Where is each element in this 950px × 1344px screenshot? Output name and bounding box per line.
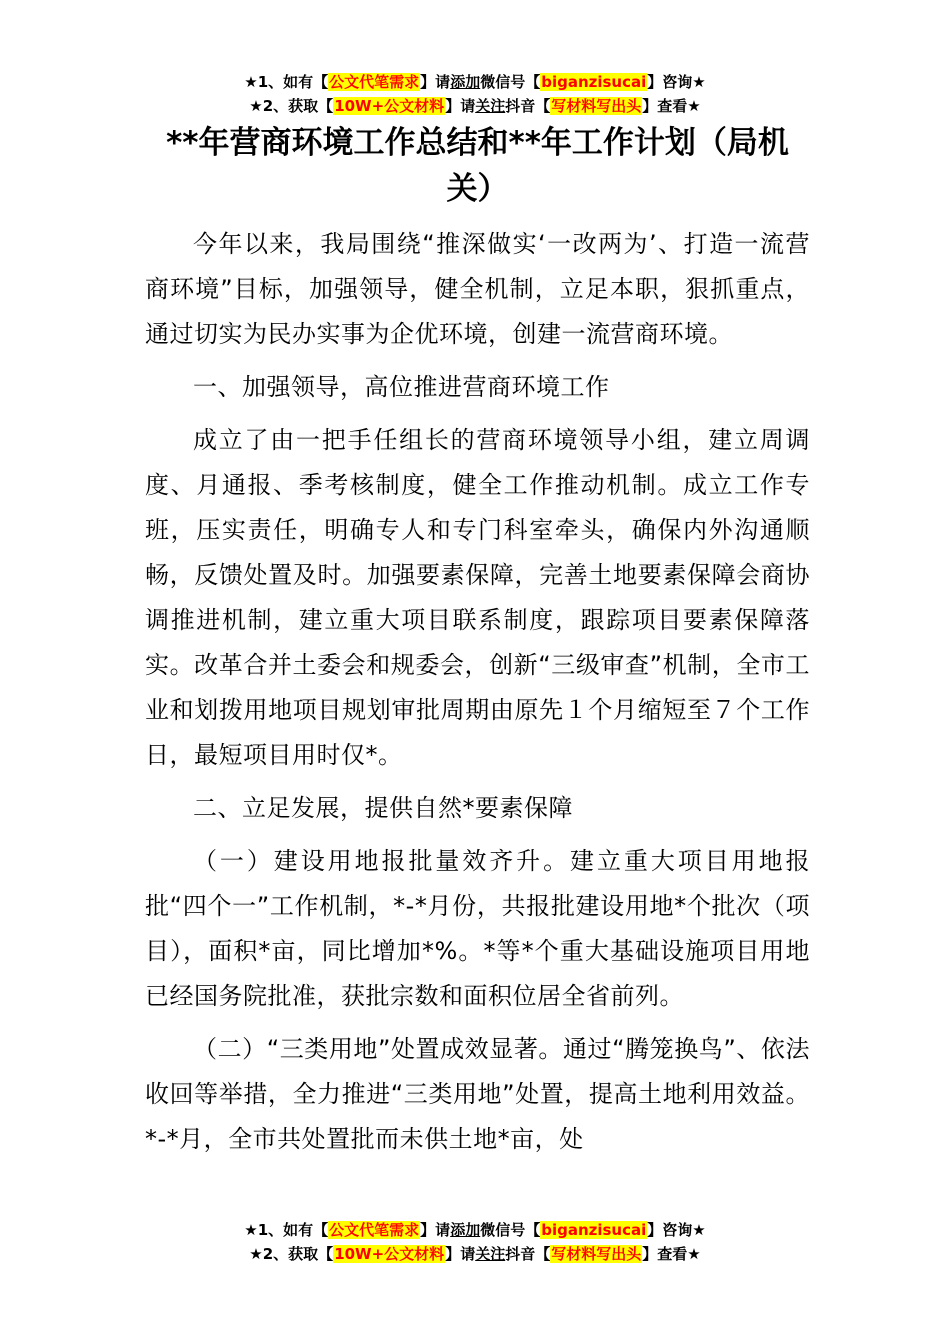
banner-text: 微信号【 — [480, 73, 541, 91]
header-banner — [0, 70, 950, 118]
banner-line-2 — [0, 1242, 950, 1266]
banner-line-1 — [0, 70, 950, 94]
banner-text: 】查看★ — [642, 97, 701, 115]
banner-highlight: 公文代笔需求 — [329, 1221, 420, 1239]
section-1-paragraph: 成立了由一把手任组长的营商环境领导小组，建立周调度、月通报、季考核制度，健全工作推动机制。成立工作专班，压实责任，明确专人和专门科室牵头，确保内外沟通顺畅，反馈处置及时。加强要素保障，完善土地要素保障会商协调推进机制，建立重大项目联系制度，跟踪项目要素保障落实。改革合并土委会和规委会，创新“三级审查”机制，全市工业和划拨用地项目规划审批周期由原先１个月缩短至７个工作日，最短项目用时仅*。 — [145, 426, 810, 769]
banner-line-1 — [0, 1218, 950, 1242]
section-1-heading: 一、加强领导，高位推进营商环境工作 — [193, 373, 610, 401]
banner-douyin-id: 写材料写出头 — [551, 97, 642, 115]
banner-underlined: 添加 — [450, 1221, 481, 1239]
banner-text: 】咨询★ — [647, 1221, 706, 1239]
intro-paragraph: 今年以来，我局围绕“推深做实‘一改两为’、打造一流营商环境”目标，加强领导，健全机制，立足本职，狠抓重点，通过切实为民办实事为企优环境，创建一流营商环境。 — [145, 230, 810, 348]
banner-text: 抖音【 — [505, 1245, 551, 1263]
banner-highlight: 10W+公文材料 — [334, 1245, 445, 1263]
banner-wechat-id: biganzisucai — [541, 1221, 647, 1239]
banner-text: 】请 — [445, 1245, 476, 1263]
banner-underlined: 关注 — [475, 1245, 506, 1263]
banner-text: 】请 — [420, 1221, 451, 1239]
footer-banner — [0, 1218, 950, 1266]
banner-douyin-id: 写材料写出头 — [551, 1245, 642, 1263]
banner-text: 微信号【 — [480, 1221, 541, 1239]
banner-underlined: 添加 — [450, 73, 481, 91]
document-body — [145, 222, 810, 1170]
banner-text: ★1、如有【 — [244, 1221, 329, 1239]
banner-text: ★1、如有【 — [244, 73, 329, 91]
section-2-heading: 二、立足发展，提供自然*要素保障 — [193, 794, 573, 822]
banner-underlined: 关注 — [475, 97, 506, 115]
banner-highlight: 10W+公文材料 — [334, 97, 445, 115]
banner-text: 】查看★ — [642, 1245, 701, 1263]
subsection-1-paragraph: （一）建设用地报批量效齐升。建立重大项目用地报批“四个一”工作机制，*-*月份，共报批建设用地*个批次（项目），面积*亩，同比增加*%。*等*个重大基础设施项目用地已经国务院批准，获批宗数和面积位居全省前列。 — [145, 847, 810, 1010]
banner-line-2 — [0, 94, 950, 118]
subsection-2-paragraph: （二）“三类用地”处置成效显著。通过“腾笼换鸟”、依法收回等举措，全力推进“三类用地”处置，提高土地利用效益。*-*月，全市共处置批而未供土地*亩，处 — [145, 1035, 810, 1153]
banner-text: ★2、获取【 — [249, 97, 334, 115]
banner-wechat-id: biganzisucai — [541, 73, 647, 91]
document-title: **年营商环境工作总结和**年工作计划（局机关） — [166, 125, 789, 207]
banner-text: ★2、获取【 — [249, 1245, 334, 1263]
banner-highlight: 公文代笔需求 — [329, 73, 420, 91]
banner-text: 】请 — [420, 73, 451, 91]
banner-text: 抖音【 — [505, 97, 551, 115]
banner-text: 】咨询★ — [647, 73, 706, 91]
banner-text: 】请 — [445, 97, 476, 115]
